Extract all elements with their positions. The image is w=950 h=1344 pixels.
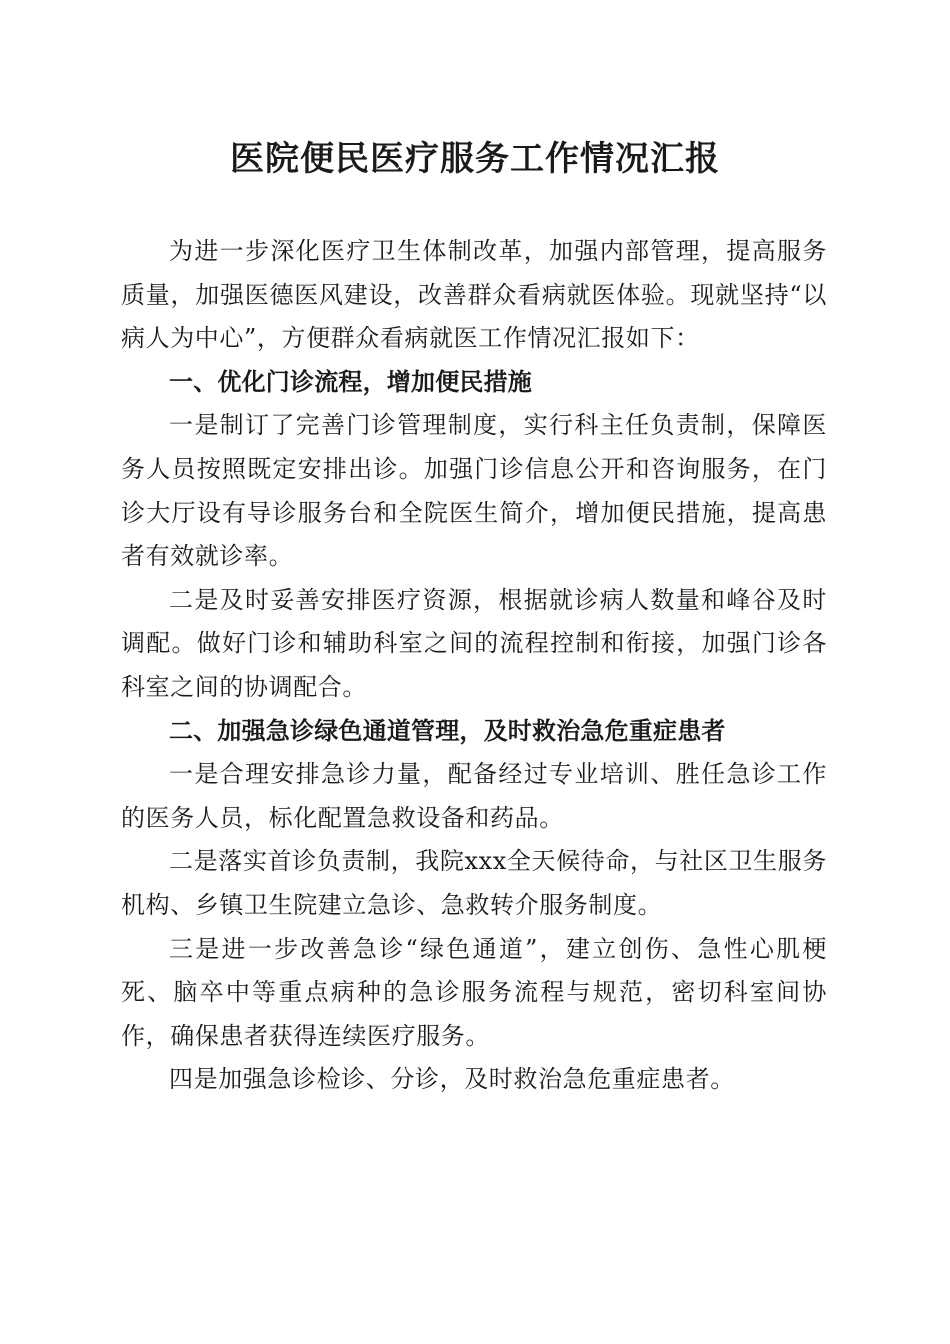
document-body xyxy=(121,230,827,1102)
section-2-heading: 二、加强急诊绿色通道管理，及时救治急危重症患者 xyxy=(169,716,726,745)
section-2-paragraph-1: 一是合理安排急诊力量，配备经过专业培训、胜任急诊工作的医务人员，标化配置急救设备和药品。 xyxy=(121,760,827,832)
section-1-paragraph-1: 一是制订了完善门诊管理制度，实行科主任负责制，保障医务人员按照既定安排出诊。加强门诊信息公开和咨询服务，在门诊大厅设有导诊服务台和全院医生简介，增加便民措施，提高患者有效就诊率。 xyxy=(121,411,827,571)
document-title: 医院便民医疗服务工作情况汇报 xyxy=(230,139,720,179)
intro-paragraph: 为进一步深化医疗卫生体制改革，加强内部管理，提高服务质量，加强医德医风建设，改善群众看病就医体验。现就坚持“以病人为中心”，方便群众看病就医工作情况汇报如下： xyxy=(121,237,827,353)
section-1-paragraph-2: 二是及时妥善安排医疗资源，根据就诊病人数量和峰谷及时调配。做好门诊和辅助科室之间的流程控制和衔接，加强门诊各科室之间的协调配合。 xyxy=(121,585,827,701)
section-2-paragraph-3: 三是进一步改善急诊“绿色通道”，建立创伤、急性心肌梗死、脑卒中等重点病种的急诊服务流程与规范，密切科室间协作，确保患者获得连续医疗服务。 xyxy=(121,934,827,1050)
section-2-paragraph-2: 二是落实首诊负责制，我院xxx全天候待命，与社区卫生服务机构、乡镇卫生院建立急诊、急救转介服务制度。 xyxy=(121,847,827,919)
section-2-paragraph-4: 四是加强急诊检诊、分诊，及时救治急危重症患者。 xyxy=(169,1065,735,1094)
section-1-heading: 一、优化门诊流程，增加便民措施 xyxy=(169,367,532,396)
